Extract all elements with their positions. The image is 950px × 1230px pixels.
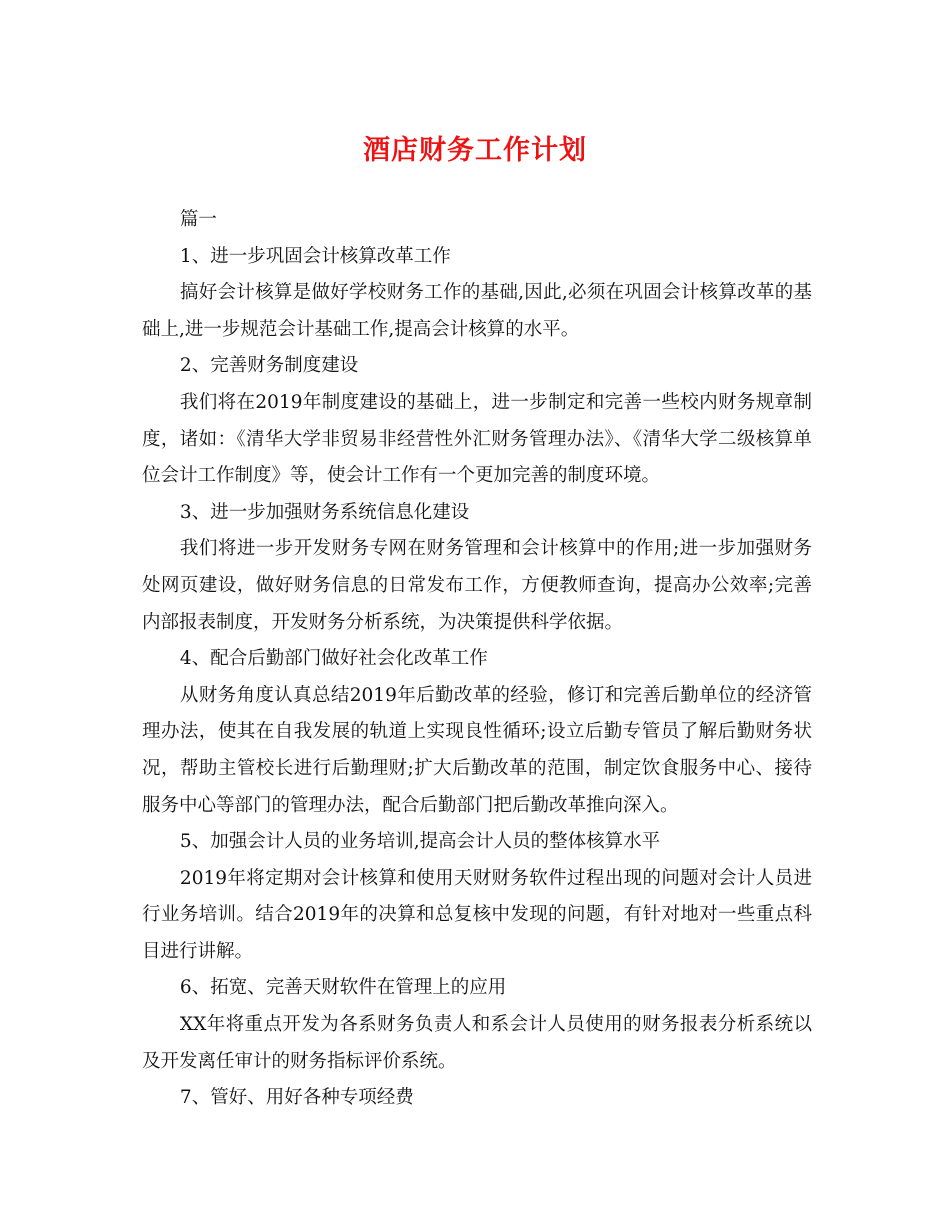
item-heading-4: 4、配合后勤部门做好社会化改革工作 (179, 648, 488, 670)
item-heading-7: 7、管好、用好各种专项经费 (179, 1087, 414, 1109)
document-body (142, 202, 812, 1117)
item-body-1: 搞好会计核算是做好学校财务工作的基础,因此,必须在巩固会计核算改革的基础上,进一步规范会计基础工作,提高会计核算的水平。 (142, 282, 812, 340)
item-body-4: 从财务角度认真总结2019年后勤改革的经验，修订和完善后勤单位的经济管理办法，使其在自我发展的轨道上实现良性循环;设立后勤专管员了解后勤财务状况，帮助主管校长进行后勤理财;扩大后勤改革的范围，制定饮食服务中心、接待服务中心等部门的管理办法，配合后勤部门把后勤改革推向深入。 (142, 684, 812, 816)
item-body-3: 我们将进一步开发财务专网在财务管理和会计核算中的作用;进一步加强财务处网页建设，做好财务信息的日常发布工作，方便教师查询，提高办公效率;完善内部报表制度，开发财务分析系统，为决策提供科学依据。 (142, 538, 812, 633)
document-title: 酒店财务工作计划 (363, 135, 587, 166)
item-heading-3: 3、进一步加强财务系统信息化建设 (179, 501, 470, 523)
item-heading-5: 5、加强会计人员的业务培训,提高会计人员的整体核算水平 (179, 831, 661, 853)
item-body-6: XX年将重点开发为各系财务负责人和系会计人员使用的财务报表分析系统以及开发离任审计的财务指标评价系统。 (142, 1014, 812, 1072)
item-body-2: 我们将在2019年制度建设的基础上，进一步制定和完善一些校内财务规章制度，诸如：《清华大学非贸易非经营性外汇财务管理办法》、《清华大学二级核算单位会计工作制度》等，使会计工作有一个更加完善的制度环境。 (142, 391, 812, 487)
item-heading-1: 1、进一步巩固会计核算改革工作 (179, 245, 451, 267)
item-heading-6: 6、拓宽、完善天财软件在管理上的应用 (179, 977, 507, 999)
section-label: 篇一 (179, 209, 217, 230)
item-body-5: 2019年将定期对会计核算和使用天财财务软件过程出现的问题对会计人员进行业务培训。结合2019年的决算和总复核中发现的问题，有针对地对一些重点科目进行讲解。 (142, 867, 812, 962)
item-heading-2: 2、完善财务制度建设 (179, 355, 359, 377)
